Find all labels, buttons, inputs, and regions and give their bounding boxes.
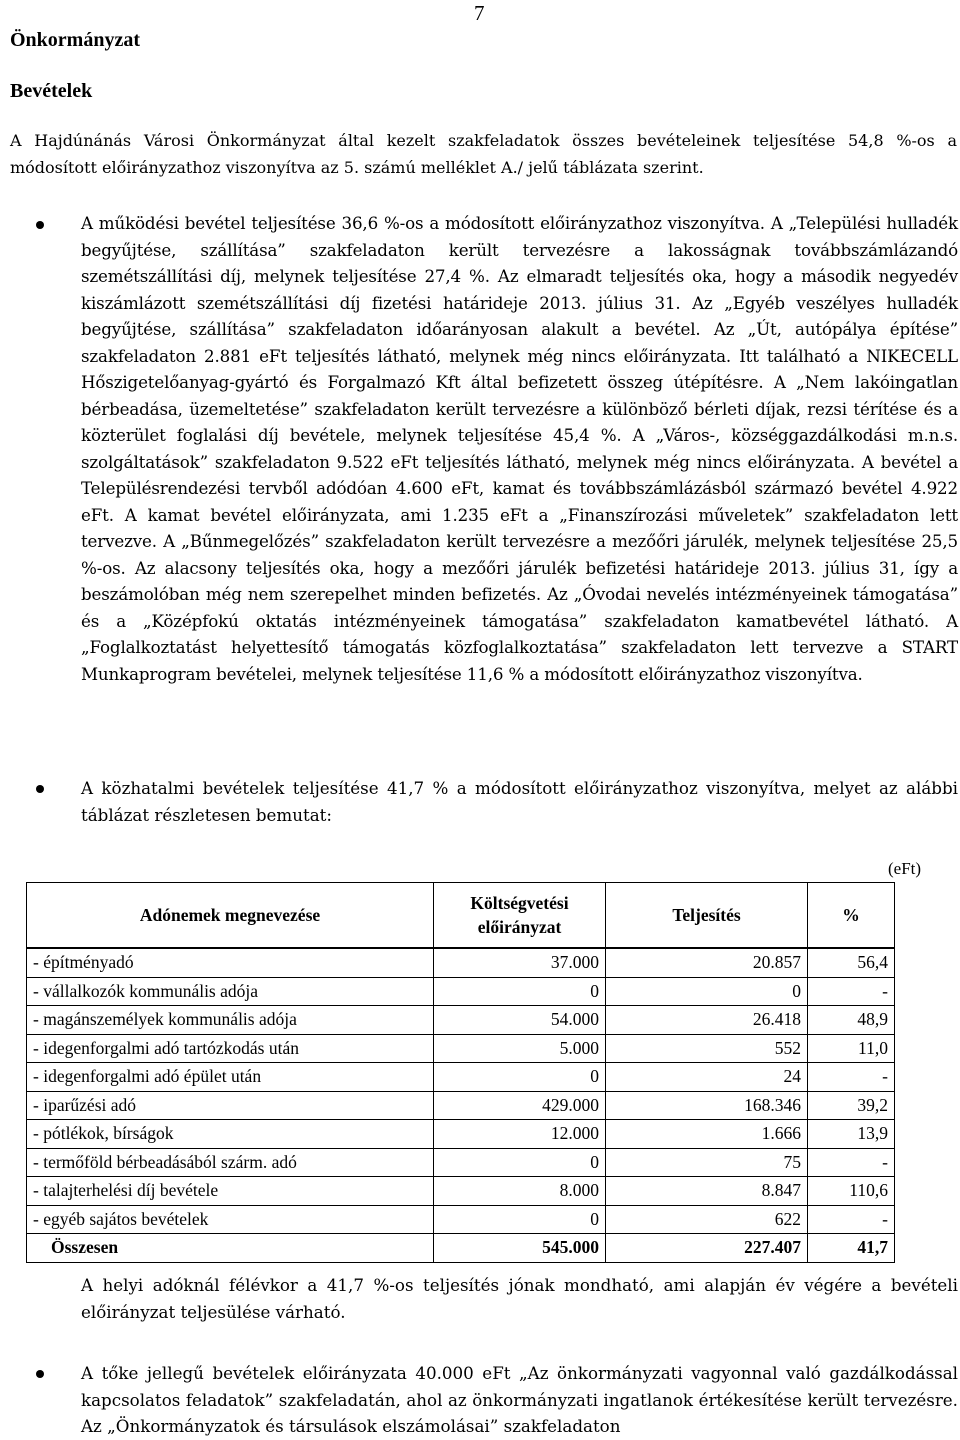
cell-actual: 552: [606, 1034, 808, 1063]
cell-pct: 56,4: [808, 948, 895, 977]
cell-name: - iparűzési adó: [27, 1091, 434, 1120]
cell-name: - termőföld bérbeadásából szárm. adó: [27, 1148, 434, 1177]
cell-budget: 5.000: [434, 1034, 606, 1063]
cell-name: - pótlékok, bírságok: [27, 1120, 434, 1149]
bullet-item: [81, 1360, 958, 1440]
cell-pct: -: [808, 1205, 895, 1234]
cell-name: - talajterhelési díj bevétele: [27, 1177, 434, 1206]
after-table-paragraph: A helyi adóknál félévkor a 41,7 %-os teljesítés jónak mondható, ami alapján év végére a bevételi előirányzat teljesülése várható.: [81, 1275, 958, 1322]
cell-pct: -: [808, 977, 895, 1006]
cell-pct: 11,0: [808, 1034, 895, 1063]
cell-budget: 37.000: [434, 948, 606, 977]
table-row: [27, 948, 895, 977]
total-pct: 41,7: [808, 1234, 895, 1263]
cell-budget: 0: [434, 1063, 606, 1092]
cell-name: - vállalkozók kommunális adója: [27, 977, 434, 1006]
total-label: Összesen: [27, 1234, 434, 1263]
cell-budget: 0: [434, 1148, 606, 1177]
cell-pct: 13,9: [808, 1120, 895, 1149]
intro-paragraph: A Hajdúnánás Városi Önkormányzat által kezelt szakfeladatok összes bevételeinek teljesítése 54,8 %-os a módosított előirányzathoz viszonyítva az 5. számú melléklet A./ jelű táblázata szerint.: [10, 131, 957, 177]
table-row: [27, 1063, 895, 1092]
cell-pct: 39,2: [808, 1091, 895, 1120]
cell-budget: 0: [434, 1205, 606, 1234]
bullet-icon: [36, 1370, 44, 1378]
cell-pct: -: [808, 1063, 895, 1092]
header-actual: Teljesítés: [606, 883, 808, 949]
bullet-icon: [36, 221, 44, 229]
table-row: [27, 1034, 895, 1063]
page-number: 7: [474, 1, 485, 25]
bullet-text: A működési bevétel teljesítése 36,6 %-os a módosított előirányzathoz viszonyítva. A „Települési hulladék begyűjtése, szállítása” szakfeladaton került tervezésre a lakosságnak továbbszámlázandó szemétszállítási díj, melynek teljesítése 27,4 %. Az elmaradt teljesítés oka, hogy a második negyedév kiszámlázott szemétszállítási díj fizetési határideje 2013. július 31. Az „Egyéb veszélyes hulladék begyűjtése, szállítása” szakfeladaton időarányosan alakult a bevétel. Az „Út, autópálya építése” szakfeladaton 2.881 eFt teljesítés látható, melynek még nincs előirányzata. Itt található a NIKECELL Hőszigetelőanyag-gyártó és Forgalmazó Kft által befizetett összeg útépítésre. A „Nem lakóingatlan bérbeadása, üzemeltetése” szakfeladaton került tervezésre a különböző bérleti díjak, rezsi térítése és a közterület foglalási díj bevétele, melynek teljesítése 45,4 %. A „Város-, községgazdálkodási m.n.s. szolgáltatások” szakfeladaton 9.522 eFt teljesítés látható, melynek még nincs előirányzata. A bevétel a Településrendezési tervből adódóan 4.600 eFt, kamat és továbbszámlázásból származó bevétel 4.922 eFt. A kamat bevétel előirányzata, ami 1.235 eFt a „Finanszírozási műveletek” szakfeladaton lett tervezve. A „Bűnmegelőzés” szakfeladaton került tervezésre a mezőőri járulék, melynek teljesítése 25,5 %-os. Az alacsony teljesítés oka, hogy a mezőőri járulék befizetési határideje 2013. július 31, így a beszámolóban még nem szerepelhet minden befizetés. Az „Óvodai nevelés intézményeinek támogatása” és a „Középfokú oktatás intézményeinek támogatása” szakfeladaton kamatbevétel látható. A „Foglalkoztatást helyettesítő támogatás közfoglalkoztatása” szakfeladaton lett tervezve a START Munkaprogram bevételei, melynek teljesítése 11,6 % a módosított előirányzathoz viszonyítva.: [81, 213, 958, 684]
table-row: [27, 1091, 895, 1120]
header-name: Adónemek megnevezése: [27, 883, 434, 949]
cell-actual: 622: [606, 1205, 808, 1234]
cell-budget: 0: [434, 977, 606, 1006]
bullet-icon: [36, 785, 44, 793]
cell-pct: -: [808, 1148, 895, 1177]
section-title: Önkormányzat: [10, 29, 140, 51]
header-pct: %: [808, 883, 895, 949]
table-total-row: [27, 1234, 895, 1263]
cell-budget: 8.000: [434, 1177, 606, 1206]
table-row: [27, 1177, 895, 1206]
cell-name: - egyéb sajátos bevételek: [27, 1205, 434, 1234]
cell-budget: 54.000: [434, 1006, 606, 1035]
cell-actual: 0: [606, 977, 808, 1006]
cell-actual: 8.847: [606, 1177, 808, 1206]
cell-pct: 110,6: [808, 1177, 895, 1206]
cell-budget: 429.000: [434, 1091, 606, 1120]
cell-name: - idegenforgalmi adó épület után: [27, 1063, 434, 1092]
table-row: [27, 1148, 895, 1177]
total-actual: 227.407: [606, 1234, 808, 1263]
tax-revenue-table: [26, 882, 895, 1263]
bullet-item: [81, 210, 958, 687]
table-row: [27, 1205, 895, 1234]
cell-actual: 24: [606, 1063, 808, 1092]
bullet-text: A közhatalmi bevételek teljesítése 41,7 % a módosított előirányzathoz viszonyítva, melyet az alábbi táblázat részletesen bemutat:: [81, 778, 958, 825]
subsection-title: Bevételek: [10, 80, 93, 102]
header-budget: Költségvetési előirányzat: [434, 883, 606, 949]
bullet-text: A tőke jellegű bevételek előirányzata 40.000 eFt „Az önkormányzati vagyonnal való gazdálkodással kapcsolatos feladatok” szakfeladatán, ahol az önkormányzati ingatlanok értékesítése került tervezésre. Az „Önkormányzatok és társulások elszámolásai” szakfeladaton: [81, 1363, 958, 1436]
cell-actual: 26.418: [606, 1006, 808, 1035]
table-header-row: [27, 883, 895, 949]
cell-name: - idegenforgalmi adó tartózkodás után: [27, 1034, 434, 1063]
cell-pct: 48,9: [808, 1006, 895, 1035]
total-budget: 545.000: [434, 1234, 606, 1263]
table-unit-note: (eFt): [888, 859, 922, 878]
cell-actual: 20.857: [606, 948, 808, 977]
cell-name: - építményadó: [27, 948, 434, 977]
cell-actual: 75: [606, 1148, 808, 1177]
table-row: [27, 1006, 895, 1035]
cell-actual: 1.666: [606, 1120, 808, 1149]
cell-name: - magánszemélyek kommunális adója: [27, 1006, 434, 1035]
table-row: [27, 977, 895, 1006]
bullet-item: [81, 775, 958, 828]
table-row: [27, 1120, 895, 1149]
cell-budget: 12.000: [434, 1120, 606, 1149]
cell-actual: 168.346: [606, 1091, 808, 1120]
